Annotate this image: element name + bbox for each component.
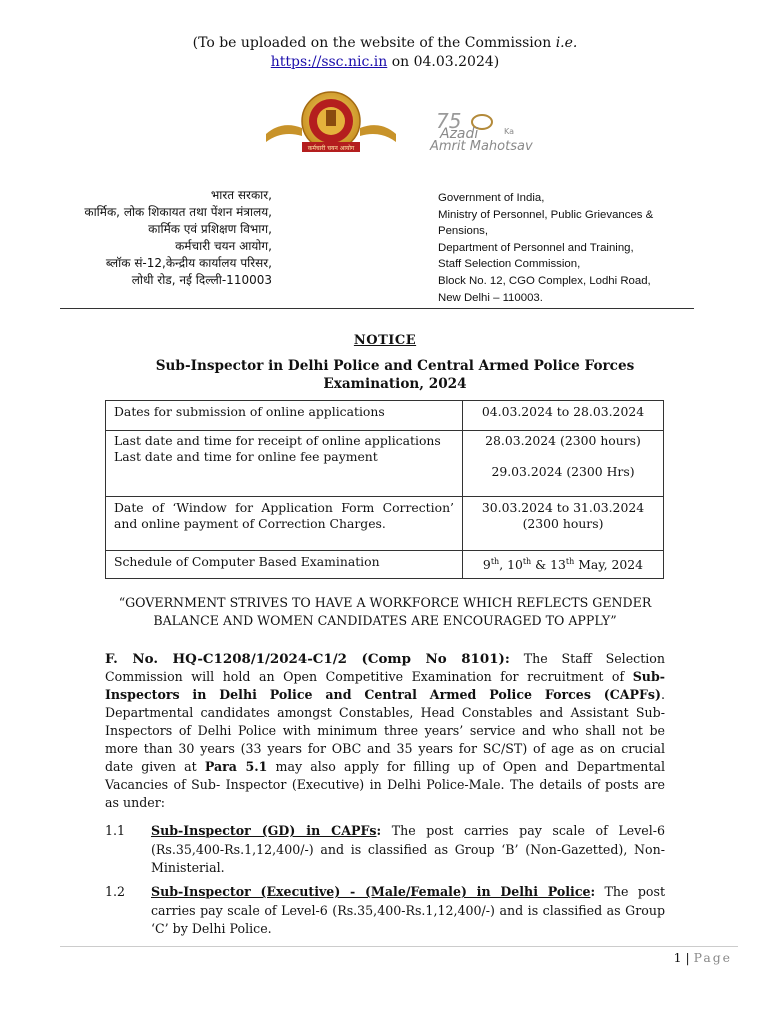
page-label: Page xyxy=(693,950,732,965)
subsection-1-1 xyxy=(105,822,665,878)
hindi-line: भारत सरकार, xyxy=(210,188,272,202)
subsection-1-2 xyxy=(105,883,665,939)
value-fee: 29.03.2024 (2300 Hrs) xyxy=(491,464,635,479)
para-text: . Departmental candidates amongst Constables, Head Constables and Assistant Sub-Inspectors of Delhi Police with minimum three years’ service and who shall not be more than 30 years (33 years for OBC and 35 years for SC/ST) of age as on crucial date given at xyxy=(105,687,665,774)
page-index: 1 xyxy=(673,950,682,965)
svg-text:Azadi: Azadi xyxy=(440,126,479,142)
svg-text:Ka: Ka xyxy=(504,127,515,136)
title-line-1: Sub-Inspector in Delhi Police and Central Armed Police Forces xyxy=(155,358,635,374)
label-receipt: Last date and time for receipt of online applications xyxy=(114,433,441,448)
notice-paragraph xyxy=(105,650,665,812)
table-cell-label: Date of ‘Window for Application Form Correction’ and online payment of Correction Charges. xyxy=(106,497,463,551)
table-row xyxy=(106,497,664,551)
ordinal: th xyxy=(522,557,532,566)
para-text: The Staff Selection Commission will hold an Open Competitive Examination for recruitment of xyxy=(105,651,665,684)
para-bold: Para 5.1 xyxy=(204,759,268,774)
table-cell-label: Dates for submission of online applications xyxy=(106,401,463,431)
english-line: Block No. 12, CGO Complex, Lodhi Road, xyxy=(438,274,651,287)
table-cell-label xyxy=(106,431,463,497)
value-window-time: (2300 hours) xyxy=(522,515,604,531)
schedule-table xyxy=(105,400,664,579)
subsection-text xyxy=(151,822,665,878)
para-bold: Sub-Inspectors in Delhi Police and Central Armed Police Forces (CAPFs) xyxy=(105,669,665,702)
english-line: Ministry of Personnel, Public Grievances & xyxy=(438,208,654,221)
ssc-emblem-logo xyxy=(262,90,400,160)
subsection-number: 1.1 xyxy=(105,823,126,838)
svg-text:Amrit Mahotsav: Amrit Mahotsav xyxy=(430,139,533,154)
azadi-ka-amrit-mahotsav-logo xyxy=(428,110,622,158)
hindi-line: कर्मचारी चयन आयोग, xyxy=(175,239,272,253)
english-line: Department of Personnel and Training, xyxy=(438,241,634,254)
subsection-heading: Sub-Inspector (GD) in CAPFs xyxy=(151,823,377,838)
subsection-heading: Sub-Inspector (Executive) - (Male/Female) in Delhi Police xyxy=(151,884,591,899)
page-number xyxy=(600,950,732,965)
header-divider xyxy=(60,308,694,309)
colon: : xyxy=(590,884,596,899)
footer-divider xyxy=(60,946,738,947)
ordinal: th xyxy=(565,557,575,566)
hindi-line: कार्मिक एवं प्रशिक्षण विभाग, xyxy=(148,222,272,236)
value-receipt: 28.03.2024 (2300 hours) xyxy=(485,433,641,448)
table-row xyxy=(106,431,664,497)
upload-prefix: (To be uploaded on the website of the Commission xyxy=(192,35,556,51)
subsection-body: The post carries pay scale of Level-6 (Rs.35,400-Rs.1,12,400/-) and is classified as Group ‘B’ (Non-Gazetted), Non-Ministerial. xyxy=(151,823,665,875)
subsection-text xyxy=(151,883,665,939)
value-window: 30.03.2024 to 31.03.2024 xyxy=(481,500,645,515)
upload-note xyxy=(0,34,770,72)
hindi-line: लोधी रोड, नई दिल्ली-110003 xyxy=(131,273,272,287)
exam-month: May, 2024 xyxy=(574,557,644,573)
notice-heading: NOTICE xyxy=(353,333,417,348)
svg-text:75: 75 xyxy=(436,110,462,133)
english-line: Pensions, xyxy=(438,225,489,238)
svg-text:कर्मचारी चयन आयोग: कर्मचारी चयन आयोग xyxy=(307,145,355,152)
address-english xyxy=(438,190,700,306)
title-line-2: Examination, 2024 xyxy=(323,376,467,392)
hindi-line: कार्मिक, लोक शिकायत तथा पेंशन मंत्रालय, xyxy=(84,205,272,219)
table-cell-label: Schedule of Computer Based Examination xyxy=(106,551,463,579)
english-line: Staff Selection Commission, xyxy=(438,258,581,271)
exam-day: 9 xyxy=(482,557,491,573)
ordinal: th xyxy=(490,557,500,566)
colon: : xyxy=(376,823,382,838)
subsection-body: The post carries pay scale of Level-6 (Rs.35,400-Rs.1,12,400/-) and is classified as Group ‘C’ by Delhi Police. xyxy=(151,884,666,936)
gender-balance-quote: “GOVERNMENT STRIVES TO HAVE A WORKFORCE WHICH REFLECTS GENDER BALANCE AND WOMEN CANDIDATES ARE ENCOURAGED TO APPLY” xyxy=(118,595,652,628)
english-line: New Delhi – 110003. xyxy=(438,291,543,304)
page-separator: | xyxy=(681,950,694,965)
para-text: may also apply for filling up of Open and Departmental Vacancies of Sub- Inspector (Executive) in Delhi Police-Male. The details of posts are as under: xyxy=(105,759,665,810)
table-row xyxy=(106,551,664,579)
table-cell-value: 04.03.2024 to 28.03.2024 xyxy=(463,401,664,431)
hindi-line: ब्लॉक सं-12,केन्द्रीय कार्यालय परिसर, xyxy=(105,256,272,270)
subsection-number: 1.2 xyxy=(105,884,126,899)
table-cell-value xyxy=(463,551,664,579)
notice-title xyxy=(100,357,690,393)
english-line: Government of India, xyxy=(438,192,545,204)
table-cell-value xyxy=(463,497,664,551)
file-reference: F. No. HQ-C1208/1/2024-C1/2 (Comp No 8101): xyxy=(105,651,510,667)
upload-suffix: on 04.03.2024) xyxy=(387,54,500,70)
address-hindi xyxy=(30,187,272,289)
exam-day: & 13 xyxy=(531,557,566,573)
table-row xyxy=(106,401,664,431)
table-cell-value xyxy=(463,431,664,497)
upload-ie: i.e. xyxy=(555,35,578,51)
label-fee: Last date and time for online fee payment xyxy=(114,448,378,464)
exam-day: , 10 xyxy=(499,557,523,573)
ssc-website-link[interactable]: https://ssc.nic.in xyxy=(270,54,388,70)
